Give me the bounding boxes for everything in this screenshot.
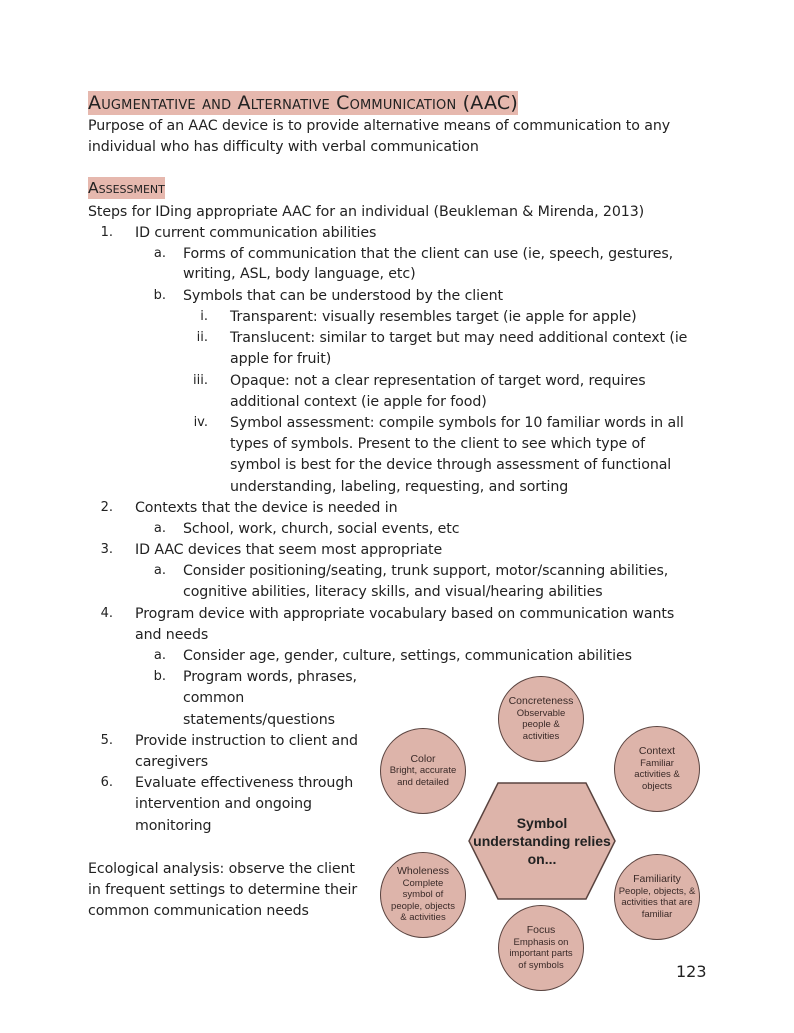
node-title: Familiarity (633, 873, 681, 885)
center-label: Symbol understanding relies on... (473, 815, 611, 867)
list-item-text: ID AAC devices that seem most appropriate (135, 542, 443, 558)
node-title: Color (410, 752, 436, 765)
list-item-text: common (183, 690, 245, 706)
list-marker: ii. (196, 330, 208, 345)
node-wholeness (380, 852, 466, 938)
list-item-text: additional context (ie apple for food) (230, 394, 487, 410)
page-number: 123 (676, 962, 707, 981)
page-title: Augmentative and Alternative Communication (AAC) (88, 92, 518, 114)
list-marker: a. (153, 648, 166, 663)
list-marker: a. (153, 246, 166, 261)
list-marker: 5. (100, 733, 113, 748)
node-desc: Emphasis on important parts of symbols (509, 936, 573, 971)
list-marker: 1. (100, 225, 113, 240)
list-item-text: Opaque: not a clear representation of target word, requires (230, 373, 646, 389)
node-title: Context (638, 745, 676, 757)
list-item-text: apple for fruit) (230, 351, 332, 367)
list-item-text: Provide instruction to client and (135, 733, 358, 749)
list-item-text: Contexts that the device is needed in (135, 500, 398, 516)
list-item-text: caregivers (135, 754, 209, 770)
list-item-text: monitoring (135, 818, 212, 834)
list-marker: a. (153, 521, 166, 536)
node-title: Concreteness (508, 695, 574, 707)
list-marker: iii. (193, 373, 208, 388)
node-desc: Complete symbol of people, objects & activities (391, 877, 455, 924)
node-desc: Bright, accurate and detailed (389, 765, 457, 788)
ecological-text: Ecological analysis: observe the client (88, 861, 355, 877)
list-item-text: symbol is best for the device through assessment of functional (230, 457, 672, 473)
list-item-text: Symbol assessment: compile symbols for 10 familiar words in all (230, 415, 684, 431)
list-marker: 2. (100, 500, 113, 515)
node-title: Focus (526, 924, 556, 936)
node-focus (498, 905, 584, 991)
node-desc: People, objects, & activities that are familiar (618, 885, 696, 920)
list-marker: i. (200, 309, 208, 324)
node-context (614, 726, 700, 812)
list-marker: 4. (100, 606, 113, 621)
node-color (380, 728, 466, 814)
list-item-text: cognitive abilities, literacy skills, and visual/hearing abilities (183, 584, 603, 600)
list-item-text: writing, ASL, body language, etc) (183, 266, 416, 282)
purpose-text: individual who has difficulty with verbal communication (88, 139, 479, 155)
list-item-text: understanding, labeling, requesting, and sorting (230, 479, 569, 495)
node-concreteness (498, 676, 584, 762)
list-item-text: statements/questions (183, 712, 335, 728)
node-title: Wholeness (397, 865, 449, 878)
list-item-text: School, work, church, social events, etc (183, 521, 460, 537)
assessment-heading: Assessment (88, 179, 165, 197)
steps-intro: Steps for IDing appropriate AAC for an individual (Beukleman & Mirenda, 2013) (88, 204, 645, 220)
purpose-text: Purpose of an AAC device is to provide alternative means of communication to any (88, 118, 671, 134)
list-item-text: Symbols that can be understood by the client (183, 288, 503, 304)
list-item-text: Translucent: similar to target but may need additional context (ie (230, 330, 688, 346)
list-item-text: intervention and ongoing (135, 796, 312, 812)
list-item-text: Program words, phrases, (183, 669, 357, 685)
list-item-text: types of symbols. Present to the client to see which type of (230, 436, 646, 452)
list-marker: b. (153, 669, 166, 684)
list-item-text: Consider age, gender, culture, settings, communication abilities (183, 648, 632, 664)
list-marker: b. (153, 288, 166, 303)
list-item-text: and needs (135, 627, 209, 643)
list-item-text: Program device with appropriate vocabulary based on communication wants (135, 606, 675, 622)
ecological-text: in frequent settings to determine their (88, 882, 358, 898)
node-familiarity (614, 854, 700, 940)
list-marker: a. (153, 563, 166, 578)
list-marker: 6. (100, 775, 113, 790)
list-item-text: Forms of communication that the client can use (ie, speech, gestures, (183, 246, 674, 262)
list-item-text: ID current communication abilities (135, 225, 377, 241)
list-marker: iv. (193, 415, 208, 430)
list-item-text: Consider positioning/seating, trunk support, motor/scanning abilities, (183, 563, 669, 579)
node-desc: Familiar activities & objects (634, 757, 680, 792)
node-desc: Observable people & activities (516, 707, 566, 742)
list-marker: 3. (100, 542, 113, 557)
list-item-text: Transparent: visually resembles target (ie apple for apple) (230, 309, 637, 325)
list-item-text: Evaluate effectiveness through (135, 775, 354, 791)
ecological-text: common communication needs (88, 903, 309, 919)
